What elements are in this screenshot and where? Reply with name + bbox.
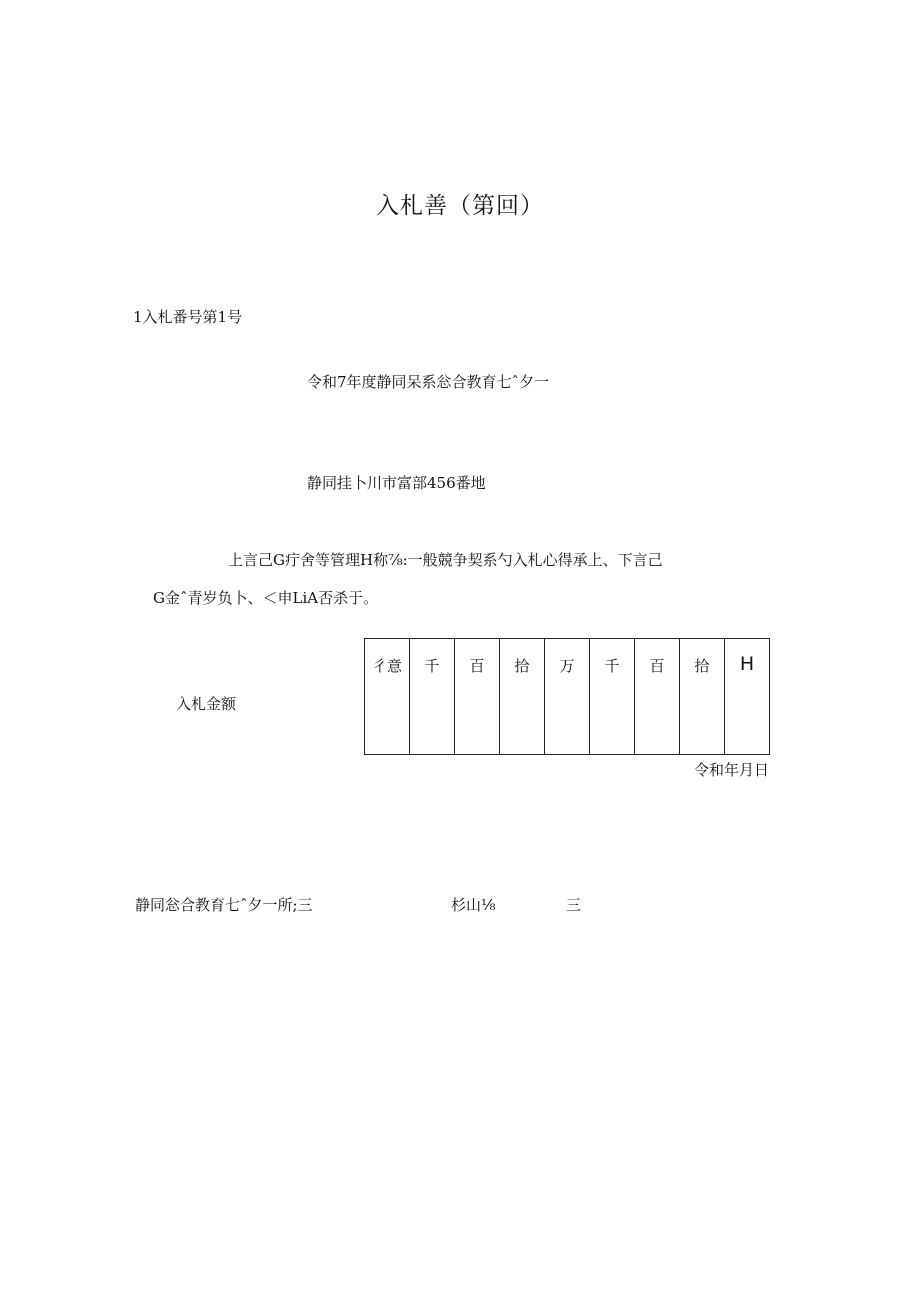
project-name: 令和7年度静同呆系忩合教育七ˆ夕一 xyxy=(307,373,550,391)
amount-label: 入札金额 xyxy=(176,695,237,713)
amount-cell-oku[interactable]: 彳意 xyxy=(365,639,410,755)
body-text-line-1: 上言己G疔舍等管理H称⅞:一般競争契系勺入札心得承上、下言己 xyxy=(228,551,663,569)
addressee: 静同忩合教育七ˆ夕一所;三 xyxy=(135,896,313,914)
document-title: 入札善（第回） xyxy=(376,193,544,219)
project-location: 静同挂卜川市富部456番地 xyxy=(307,474,486,492)
amount-cell-man[interactable]: 万 xyxy=(545,639,590,755)
date-line: 令和年月日 xyxy=(694,761,770,779)
body-text-line-2: G金ˆ青岁负卜、＜申LiA否杀于。 xyxy=(153,589,379,607)
amount-cell-sen[interactable]: 千 xyxy=(590,639,635,755)
amount-cell-sen-man[interactable]: 千 xyxy=(410,639,455,755)
amount-cell-juu[interactable]: 拾 xyxy=(680,639,725,755)
signatory-name: 杉山⅛ xyxy=(451,896,496,914)
amount-table xyxy=(364,638,770,755)
bid-number: 1入札番号第1号 xyxy=(133,308,243,326)
amount-cell-juu-man[interactable]: 拾 xyxy=(500,639,545,755)
signatory-mark: 三 xyxy=(566,896,582,914)
amount-cell-en[interactable]: H xyxy=(725,639,770,755)
amount-cell-hyaku-man[interactable]: 百 xyxy=(455,639,500,755)
amount-cell-hyaku[interactable]: 百 xyxy=(635,639,680,755)
amount-table-row xyxy=(365,639,770,755)
